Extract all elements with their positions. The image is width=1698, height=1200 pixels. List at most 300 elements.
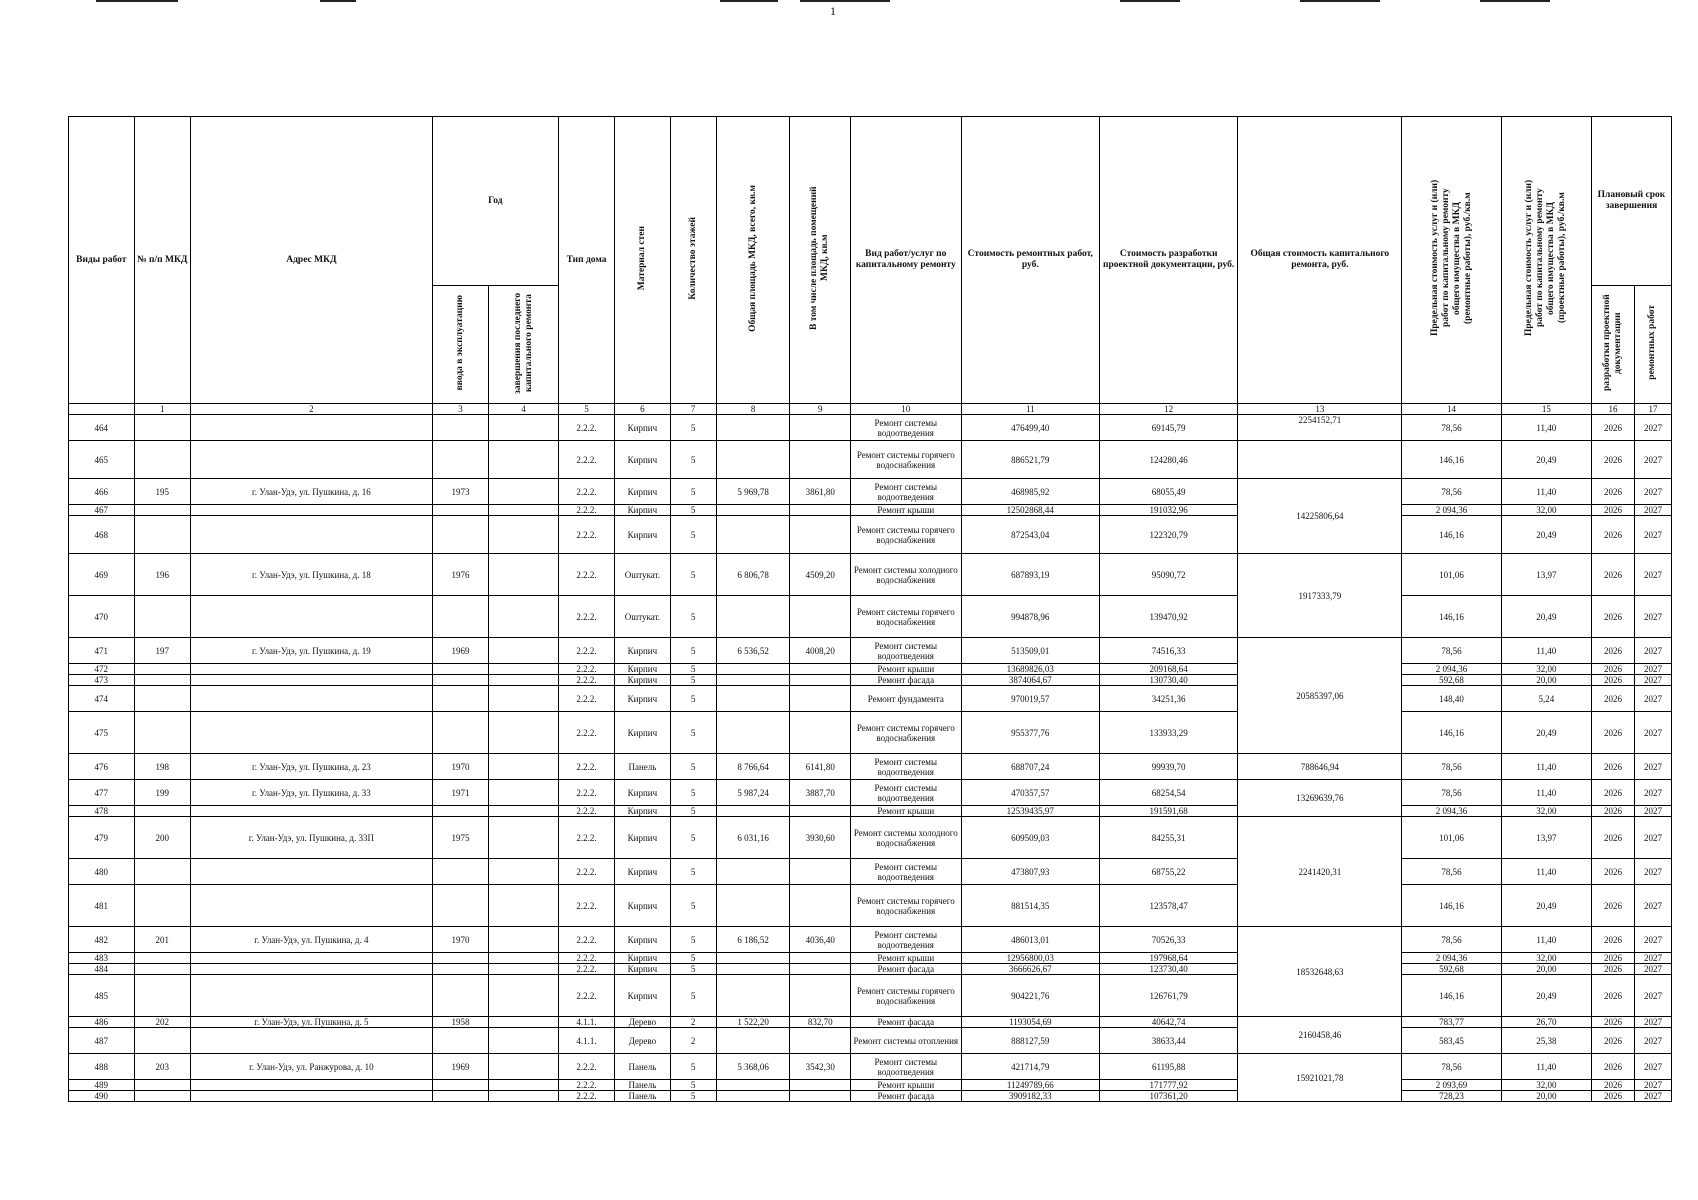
limit-repair: 2 093,69 [1402,1080,1501,1091]
limit-repair: 592,68 [1402,964,1501,975]
table-row [69,1091,1672,1102]
wall-material: Кирпич [615,675,670,686]
premises-area: 3861,80 [790,479,850,505]
house-type: 2.2.2. [558,441,614,479]
work-type: Ремонт системы горячего водоснабжения [850,441,961,479]
wall-material: Панель [615,1054,670,1080]
header-year: Год [432,117,558,286]
design-cost: 40642,74 [1099,1017,1237,1028]
total-cost: 20585397,06 [1238,638,1402,754]
wall-material: Кирпич [615,927,670,953]
limit-repair: 146,16 [1402,975,1501,1017]
repair-cost: 3666626,67 [961,964,1099,975]
design-cost: 123730,40 [1099,964,1237,975]
floors: 5 [670,885,716,927]
design-cost: 130730,40 [1099,675,1237,686]
design-cost: 84255,31 [1099,817,1237,859]
work-type: Ремонт системы водоотведения [850,780,961,806]
limit-repair: 592,68 [1402,675,1501,686]
wall-material: Панель [615,1080,670,1091]
address: г. Улан-Удэ, ул. Пушкина, д. 18 [190,554,432,596]
floors: 5 [670,964,716,975]
house-type: 2.2.2. [558,953,614,964]
work-type: Ремонт системы горячего водоснабжения [850,712,961,754]
repair-cost: 904221,76 [961,975,1099,1017]
header-work-type: Вид работ/услуг по капитальному ремонту [850,117,961,404]
repair-cost: 11249789,66 [961,1080,1099,1091]
total-area: 6 806,78 [716,554,790,596]
deadline-repair: 2027 [1634,817,1671,859]
deadline-repair: 2027 [1634,686,1671,712]
deadline-repair: 2027 [1634,975,1671,1017]
deadline-repair: 2027 [1634,927,1671,953]
deadline-repair: 2027 [1634,664,1671,675]
limit-repair: 146,16 [1402,712,1501,754]
table-row [69,1017,1672,1028]
row-id: 474 [69,686,135,712]
limit-repair: 78,56 [1402,415,1501,441]
repair-cost: 473807,93 [961,859,1099,885]
address: г. Улан-Удэ, ул. Пушкина, д. 33 [190,780,432,806]
header-limit-design: Предельная стоимость услуг и (или) работ по капитальному ремонту общего имущества в МКД (проектные работы), руб./кв.м [1501,117,1591,404]
repair-cost: 687893,19 [961,554,1099,596]
limit-repair: 146,16 [1402,516,1501,554]
wall-material: Кирпич [615,479,670,505]
design-cost: 68254,54 [1099,780,1237,806]
address: г. Улан-Удэ, ул. Пушкина, д. 19 [190,638,432,664]
repair-cost: 12502868,44 [961,505,1099,516]
deadline-design: 2026 [1591,1017,1634,1028]
floors: 5 [670,712,716,754]
header-total-area: Общая площадь МКД, всего, кв.м [716,117,790,404]
house-type: 2.2.2. [558,964,614,975]
floors: 5 [670,953,716,964]
design-cost: 171777,92 [1099,1080,1237,1091]
limit-repair: 78,56 [1402,1054,1501,1080]
deadline-design: 2026 [1591,516,1634,554]
limit-repair: 146,16 [1402,885,1501,927]
row-id: 489 [69,1080,135,1091]
house-type: 2.2.2. [558,1054,614,1080]
design-cost: 69145,79 [1099,415,1237,441]
deadline-design: 2026 [1591,664,1634,675]
repair-cost: 12956800,03 [961,953,1099,964]
deadline-repair: 2027 [1634,554,1671,596]
deadline-repair: 2027 [1634,675,1671,686]
work-type: Ремонт системы горячего водоснабжения [850,596,961,638]
work-type: Ремонт фасада [850,675,961,686]
design-cost: 139470,92 [1099,596,1237,638]
col-num: 10 [850,404,961,415]
table-row [69,817,1672,859]
design-cost: 61195,88 [1099,1054,1237,1080]
work-type: Ремонт системы водоотведения [850,479,961,505]
limit-design: 5,24 [1501,686,1591,712]
design-cost: 70526,33 [1099,927,1237,953]
floors: 5 [670,686,716,712]
col-num: 13 [1238,404,1402,415]
table-row [69,675,1672,686]
mkd-number: 201 [134,927,190,953]
deadline-repair: 2027 [1634,780,1671,806]
row-id: 472 [69,664,135,675]
address: г. Улан-Удэ, ул. Пушкина, д. 33П [190,817,432,859]
work-type: Ремонт системы водоотведения [850,1054,961,1080]
wall-material: Кирпич [615,780,670,806]
deadline-design: 2026 [1591,712,1634,754]
work-type: Ремонт системы водоотведения [850,859,961,885]
deadline-design: 2026 [1591,927,1634,953]
limit-design: 20,49 [1501,975,1591,1017]
deadline-design: 2026 [1591,964,1634,975]
deadline-repair: 2027 [1634,638,1671,664]
row-id: 464 [69,415,135,441]
deadline-design: 2026 [1591,859,1634,885]
work-type: Ремонт системы горячего водоснабжения [850,975,961,1017]
repair-cost: 468985,92 [961,479,1099,505]
premises-area: 3930,60 [790,817,850,859]
house-type: 2.2.2. [558,505,614,516]
limit-design: 26,70 [1501,1017,1591,1028]
deadline-repair: 2027 [1634,1028,1671,1054]
floors: 5 [670,554,716,596]
limit-design: 13,97 [1501,554,1591,596]
row-id: 477 [69,780,135,806]
design-cost: 122320,79 [1099,516,1237,554]
deadline-repair: 2027 [1634,415,1671,441]
limit-repair: 783,77 [1402,1017,1501,1028]
row-id: 468 [69,516,135,554]
limit-design: 32,00 [1501,806,1591,817]
year-commission: 1971 [432,780,488,806]
repair-cost: 1193054,69 [961,1017,1099,1028]
deadline-design: 2026 [1591,686,1634,712]
deadline-design: 2026 [1591,554,1634,596]
limit-design: 11,40 [1501,859,1591,885]
limit-design: 20,49 [1501,712,1591,754]
wall-material: Кирпич [615,817,670,859]
house-type: 2.2.2. [558,415,614,441]
work-type: Ремонт крыши [850,806,961,817]
mkd-number: 202 [134,1017,190,1028]
limit-design: 11,40 [1501,638,1591,664]
premises-area: 4036,40 [790,927,850,953]
work-type: Ремонт системы горячего водоснабжения [850,516,961,554]
house-type: 2.2.2. [558,1091,614,1102]
repair-cost: 994878,96 [961,596,1099,638]
row-id: 470 [69,596,135,638]
design-cost: 68755,22 [1099,859,1237,885]
address: г. Улан-Удэ, ул. Пушкина, д. 4 [190,927,432,953]
floors: 5 [670,927,716,953]
col-num: 2 [190,404,432,415]
work-type: Ремонт крыши [850,664,961,675]
wall-material: Кирпич [615,712,670,754]
limit-design: 11,40 [1501,1054,1591,1080]
deadline-repair: 2027 [1634,885,1671,927]
floors: 5 [670,415,716,441]
premises-area: 4008,20 [790,638,850,664]
limit-repair: 728,23 [1402,1091,1501,1102]
deadline-design: 2026 [1591,479,1634,505]
row-id: 476 [69,754,135,780]
repair-cost: 470357,57 [961,780,1099,806]
header-house-type: Тип дома [558,117,614,404]
total-cost: 14225806,64 [1238,479,1402,554]
design-cost: 74516,33 [1099,638,1237,664]
wall-material: Панель [615,754,670,780]
floors: 5 [670,1080,716,1091]
limit-design: 13,97 [1501,817,1591,859]
col-num: 4 [489,404,559,415]
work-type: Ремонт фасада [850,1091,961,1102]
house-type: 2.2.2. [558,806,614,817]
repair-cost: 3874064,67 [961,675,1099,686]
house-type: 2.2.2. [558,638,614,664]
deadline-repair: 2027 [1634,859,1671,885]
floors: 5 [670,638,716,664]
limit-design: 20,49 [1501,516,1591,554]
row-id: 475 [69,712,135,754]
wall-material: Дерево [615,1017,670,1028]
work-type: Ремонт фундамента [850,686,961,712]
col-num: 6 [615,404,670,415]
row-id: 478 [69,806,135,817]
work-type: Ремонт крыши [850,505,961,516]
mkd-number: 196 [134,554,190,596]
house-type: 4.1.1. [558,1017,614,1028]
col-num: 11 [961,404,1099,415]
table-row [69,927,1672,953]
floors: 2 [670,1017,716,1028]
header-limit-repair: Предельная стоимость услуг и (или) работ по капитальному ремонту общего имущества в МКД (ремонтные работы), руб./кв.м [1402,117,1501,404]
repair-cost: 13689826,03 [961,664,1099,675]
header-premises-area: В том числе площадь помещений МКД, кв.м [790,117,850,404]
floors: 5 [670,1054,716,1080]
wall-material: Кирпич [615,806,670,817]
deadline-repair: 2027 [1634,1080,1671,1091]
limit-repair: 146,16 [1402,596,1501,638]
table-row [69,975,1672,1017]
deadline-design: 2026 [1591,638,1634,664]
deadline-repair: 2027 [1634,1054,1671,1080]
total-cost: 2241420,31 [1238,817,1402,927]
table-row [69,953,1672,964]
table-row [69,780,1672,806]
deadline-design: 2026 [1591,675,1634,686]
col-num: 7 [670,404,716,415]
wall-material: Панель [615,1091,670,1102]
year-commission: 1976 [432,554,488,596]
mkd-number: 197 [134,638,190,664]
limit-design: 20,49 [1501,441,1591,479]
header-wall-material: Материал стен [615,117,670,404]
limit-design: 11,40 [1501,780,1591,806]
total-area: 5 987,24 [716,780,790,806]
table-row [69,554,1672,596]
limit-design: 20,00 [1501,1091,1591,1102]
limit-design: 20,49 [1501,596,1591,638]
deadline-design: 2026 [1591,780,1634,806]
work-type: Ремонт системы отопления [850,1028,961,1054]
col-num: 3 [432,404,488,415]
floors: 5 [670,664,716,675]
deadline-design: 2026 [1591,885,1634,927]
repair-cost: 3909182,33 [961,1091,1099,1102]
header-total-cost: Общая стоимость капитального ремонта, руб. [1238,117,1402,404]
row-id: 469 [69,554,135,596]
floors: 5 [670,479,716,505]
floors: 5 [670,817,716,859]
total-cost: 1917333,79 [1238,554,1402,638]
deadline-repair: 2027 [1634,754,1671,780]
house-type: 2.2.2. [558,859,614,885]
total-area: 8 766,64 [716,754,790,780]
limit-repair: 146,16 [1402,441,1501,479]
floors: 5 [670,516,716,554]
wall-material: Кирпич [615,953,670,964]
total-area: 6 536,52 [716,638,790,664]
deadline-design: 2026 [1591,596,1634,638]
row-id: 483 [69,953,135,964]
total-area: 5 969,78 [716,479,790,505]
limit-repair: 101,06 [1402,554,1501,596]
total-cost: 18532648,63 [1238,927,1402,1017]
premises-area: 3542,30 [790,1054,850,1080]
design-cost: 99939,70 [1099,754,1237,780]
col-num: 1 [134,404,190,415]
limit-repair: 78,56 [1402,754,1501,780]
col-num: 15 [1501,404,1591,415]
address: г. Улан-Удэ, ул. Пушкина, д. 5 [190,1017,432,1028]
wall-material: Кирпич [615,415,670,441]
wall-material: Кирпич [615,505,670,516]
deadline-design: 2026 [1591,975,1634,1017]
header-address: Адрес МКД [190,117,432,404]
deadline-design: 2026 [1591,1028,1634,1054]
limit-design: 11,40 [1501,754,1591,780]
table-row [69,712,1672,754]
deadline-design: 2026 [1591,441,1634,479]
wall-material: Кирпич [615,859,670,885]
limit-design: 11,40 [1501,415,1591,441]
wall-material: Кирпич [615,885,670,927]
year-commission: 1975 [432,817,488,859]
design-cost: 123578,47 [1099,885,1237,927]
limit-repair: 78,56 [1402,479,1501,505]
row-id: 484 [69,964,135,975]
wall-material: Кирпич [615,441,670,479]
work-type: Ремонт крыши [850,1080,961,1091]
year-commission: 1958 [432,1017,488,1028]
floors: 5 [670,780,716,806]
limit-repair: 2 094,36 [1402,953,1501,964]
design-cost: 191032,96 [1099,505,1237,516]
work-type: Ремонт системы водоотведения [850,927,961,953]
total-area: 1 522,20 [716,1017,790,1028]
design-cost: 107361,20 [1099,1091,1237,1102]
floors: 5 [670,505,716,516]
table-row [69,479,1672,505]
floors: 5 [670,675,716,686]
deadline-repair: 2027 [1634,806,1671,817]
deadline-repair: 2027 [1634,953,1671,964]
deadline-design: 2026 [1591,817,1634,859]
repair-cost: 955377,76 [961,712,1099,754]
work-type: Ремонт крыши [850,953,961,964]
work-type: Ремонт системы холодного водоснабжения [850,554,961,596]
house-type: 2.2.2. [558,712,614,754]
repair-cost: 881514,35 [961,885,1099,927]
header-year-commission: ввода в эксплуатацию [432,286,488,404]
deadline-design: 2026 [1591,1080,1634,1091]
row-id: 465 [69,441,135,479]
deadline-design: 2026 [1591,415,1634,441]
limit-design: 20,00 [1501,964,1591,975]
total-area: 6 186,52 [716,927,790,953]
work-type: Ремонт системы водоотведения [850,638,961,664]
repair-cost: 886521,79 [961,441,1099,479]
work-type: Ремонт фасада [850,1017,961,1028]
repair-cost: 688707,24 [961,754,1099,780]
house-type: 4.1.1. [558,1028,614,1054]
floors: 5 [670,441,716,479]
table-row [69,806,1672,817]
row-id: 473 [69,675,135,686]
capital-repair-table [68,116,1672,1102]
table-row [69,638,1672,664]
limit-design: 32,00 [1501,505,1591,516]
design-cost: 68055,49 [1099,479,1237,505]
page-mark: 1 [830,4,836,18]
row-id: 479 [69,817,135,859]
table-row [69,505,1672,516]
design-cost: 126761,79 [1099,975,1237,1017]
table-row [69,664,1672,675]
repair-cost: 609509,03 [961,817,1099,859]
limit-design: 25,38 [1501,1028,1591,1054]
work-type: Ремонт системы холодного водоснабжения [850,817,961,859]
house-type: 2.2.2. [558,885,614,927]
repair-cost: 513509,01 [961,638,1099,664]
col-num: 17 [1634,404,1671,415]
house-type: 2.2.2. [558,596,614,638]
premises-area: 6141,80 [790,754,850,780]
house-type: 2.2.2. [558,927,614,953]
deadline-repair: 2027 [1634,964,1671,975]
house-type: 2.2.2. [558,975,614,1017]
table-row [69,1080,1672,1091]
header-design-cost: Стоимость разработки проектной документации, руб. [1099,117,1237,404]
limit-repair: 2 094,36 [1402,806,1501,817]
table-row [69,754,1672,780]
premises-area: 4509,20 [790,554,850,596]
design-cost: 209168,64 [1099,664,1237,675]
deadline-repair: 2027 [1634,479,1671,505]
repair-cost: 872543,04 [961,516,1099,554]
total-cost: 788646,94 [1238,754,1402,780]
limit-design: 32,00 [1501,1080,1591,1091]
repair-cost: 421714,79 [961,1054,1099,1080]
deadline-repair: 2027 [1634,505,1671,516]
design-cost: 133933,29 [1099,712,1237,754]
house-type: 2.2.2. [558,1080,614,1091]
deadline-repair: 2027 [1634,516,1671,554]
table-row [69,885,1672,927]
row-id: 488 [69,1054,135,1080]
col-num: 9 [790,404,850,415]
table-row [69,964,1672,975]
